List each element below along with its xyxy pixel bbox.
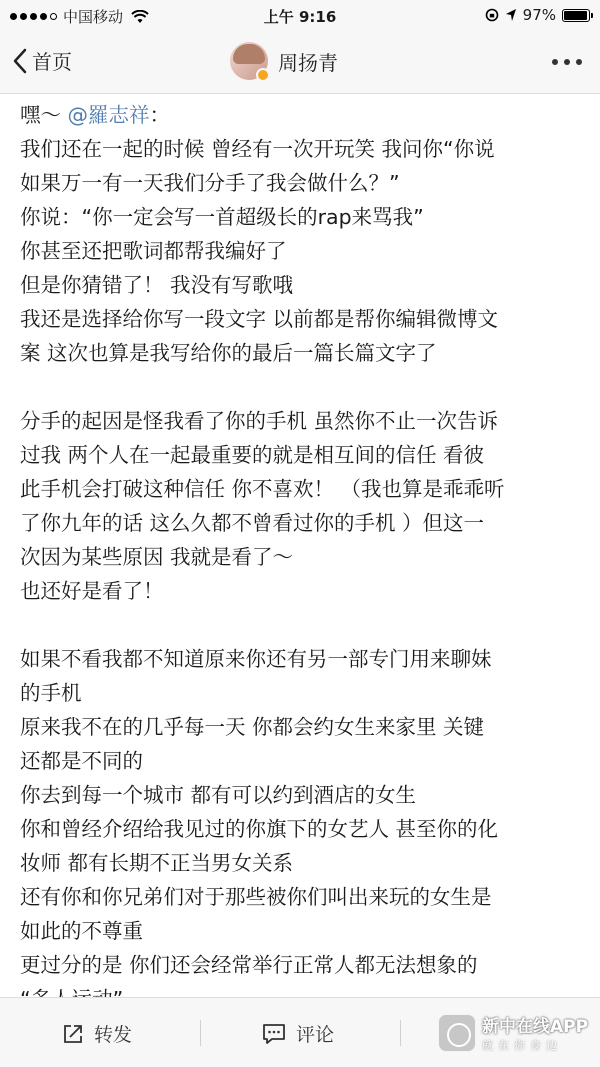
- mention-link[interactable]: @羅志祥: [67, 103, 150, 127]
- post-text-line: 了你九年的话 这么久都不曾看过你的手机 ）但这一: [20, 511, 485, 535]
- post-text-line: 你甚至还把歌词都帮我编好了: [20, 239, 287, 263]
- post-text-line: 如果万一有一天我们分手了我会做什么？”: [20, 171, 400, 195]
- post-text-line: 的手机: [20, 681, 82, 705]
- watermark-logo-icon: [438, 1014, 476, 1052]
- profile-header[interactable]: [230, 42, 338, 80]
- post-text-line: 过我 两个人在一起最重要的就是相互间的信任 看彼: [20, 443, 485, 467]
- post-body: [20, 98, 590, 1016]
- toolbar-divider: [400, 1020, 401, 1046]
- avatar[interactable]: [230, 42, 268, 80]
- status-right: [485, 6, 590, 24]
- location-arrow-icon: [505, 8, 517, 22]
- post-text-line: 你说：“你一定会写一首超级长的rap来骂我”: [20, 205, 424, 229]
- back-button[interactable]: [12, 46, 72, 75]
- post-greeting-line: [20, 98, 590, 132]
- comment-icon: [262, 1023, 286, 1045]
- post-text-line: 也还好是看了！: [20, 579, 164, 603]
- comment-button[interactable]: [262, 1020, 334, 1047]
- repost-icon: [62, 1023, 84, 1045]
- battery-fill: [564, 11, 587, 20]
- post-text-line: 更过分的是 你们还会经常举行正常人都无法想象的: [20, 953, 478, 977]
- battery-icon: [562, 9, 590, 22]
- post-text-line: 妆师 都有长期不正当男女关系: [20, 851, 294, 875]
- post-text-line: 如此的不尊重: [20, 919, 143, 943]
- watermark-name: 新中在线APP: [482, 1017, 589, 1037]
- post-text-line: 案 这次也算是我写给你的最后一篇长篇文字了: [20, 341, 437, 365]
- post-text-line: 分手的起因是怪我看了你的手机 虽然你不止一次告诉: [20, 409, 499, 433]
- toolbar-divider: [200, 1020, 201, 1046]
- comment-label: 评论: [296, 1024, 335, 1046]
- nav-bar: [0, 30, 600, 94]
- more-options-icon[interactable]: [552, 59, 582, 65]
- post-text-line: 你和曾经介绍给我见过的你旗下的女艺人 甚至你的化: [20, 817, 499, 841]
- status-time: 上午 9:16: [263, 8, 337, 26]
- post-text-line: 此手机会打破这种信任 你不喜欢！ （我也算是乖乖听: [20, 477, 505, 501]
- post-text-line: 我们还在一起的时候 曾经有一次开玩笑 我问你“你说: [20, 137, 495, 161]
- repost-button[interactable]: [62, 1020, 132, 1047]
- paragraph-break: [20, 608, 590, 642]
- page-title[interactable]: 周扬青: [278, 50, 338, 75]
- post-text-line: 但是你猜错了！ 我没有写歌哦: [20, 273, 294, 297]
- post-text-line: 原来我不在的几乎每一天 你都会约女生来家里 关键: [20, 715, 485, 739]
- watermark-slogan: 就在你身边: [482, 1039, 562, 1052]
- carrier-name: 中国移动: [63, 8, 124, 26]
- orientation-lock-icon: [485, 8, 499, 22]
- verified-badge-icon: [256, 68, 270, 82]
- post-text-line: 如果不看我都不知道原来你还有另一部专门用来聊妹: [20, 647, 492, 671]
- post-text-line: 还有你和你兄弟们对于那些被你们叫出来玩的女生是: [20, 885, 492, 909]
- battery-percent: 97%: [522, 6, 556, 24]
- post-text-line: 还都是不同的: [20, 749, 143, 773]
- post-text-line: 次因为某些原因 我就是看了～: [20, 545, 294, 569]
- watermark: [438, 1012, 588, 1053]
- status-bar: [0, 0, 600, 30]
- repost-label: 转发: [94, 1024, 133, 1046]
- mention-suffix: ：: [149, 103, 171, 127]
- paragraph-break: [20, 370, 590, 404]
- post-text-lines: [20, 132, 590, 1016]
- chevron-left-icon: [12, 48, 28, 74]
- post-text-line: 你去到每一个城市 都有可以约到酒店的女生: [20, 783, 417, 807]
- post-text-line: 我还是选择给你写一段文字 以前都是帮你编辑微博文: [20, 307, 499, 331]
- back-label: 首页: [32, 50, 72, 74]
- greeting-text: 嘿～: [20, 103, 61, 127]
